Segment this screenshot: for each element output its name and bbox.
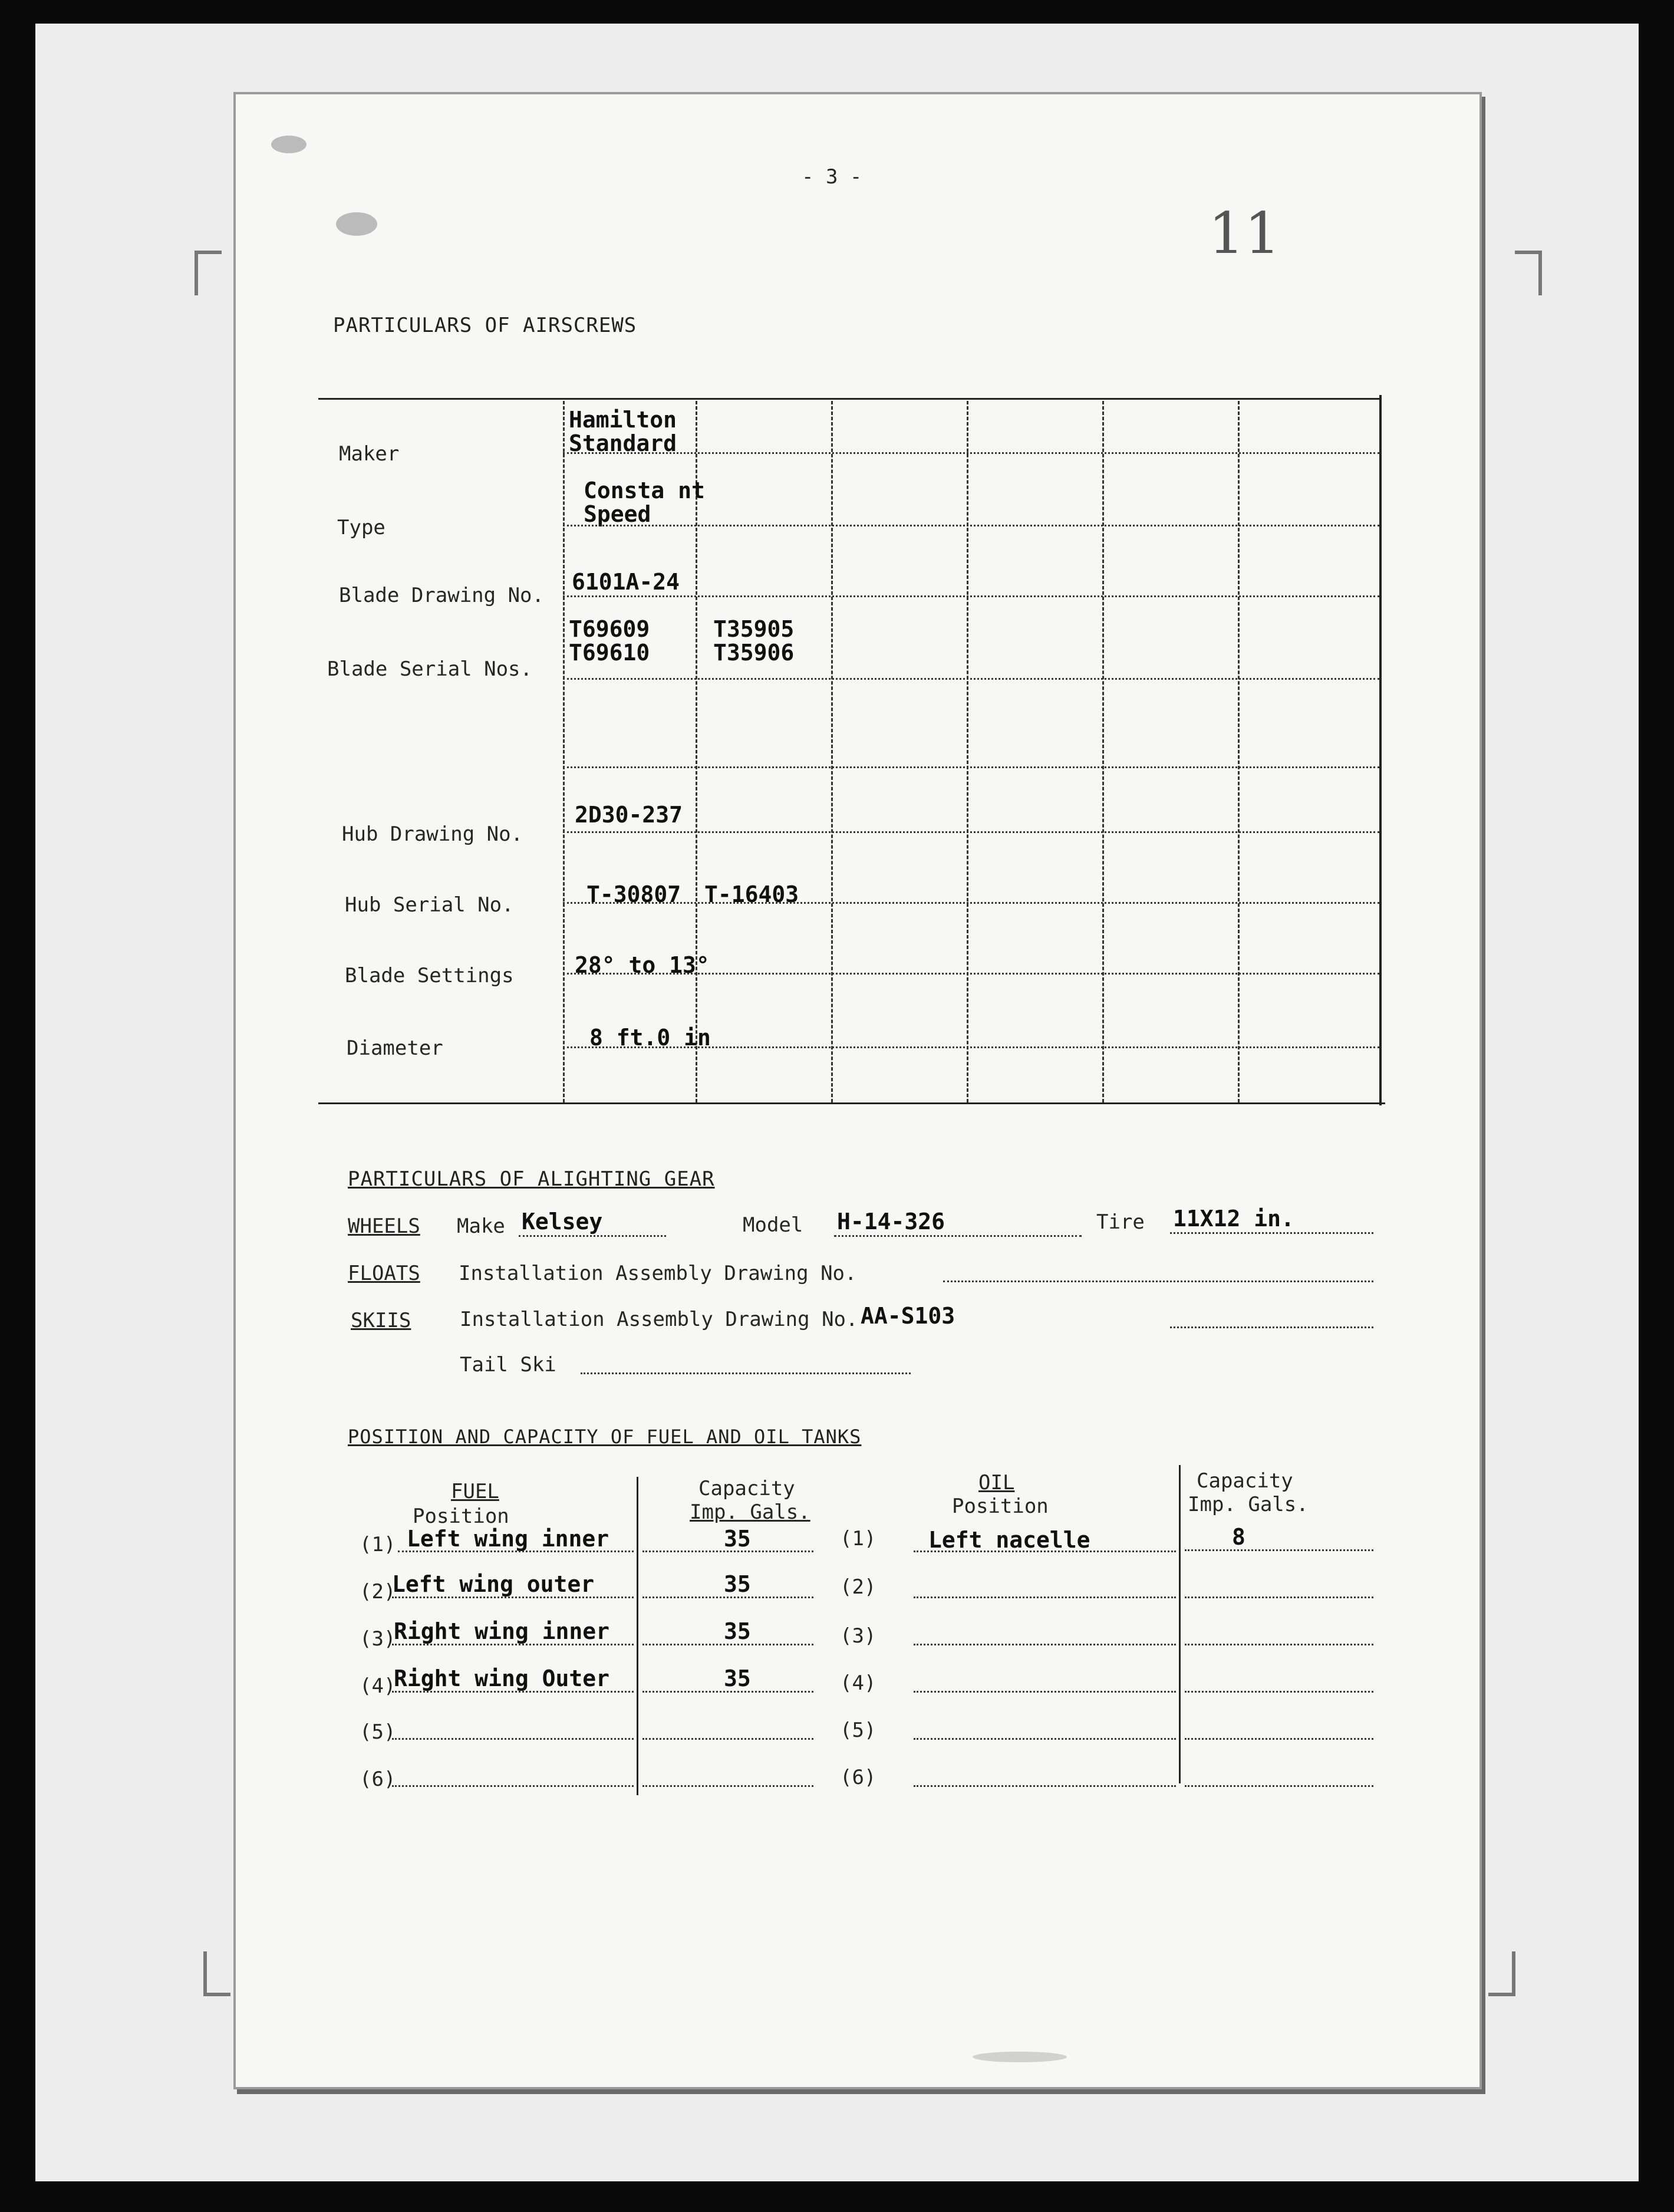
handwritten-mark: 11 <box>1208 200 1281 266</box>
column-divider <box>1238 401 1240 1102</box>
row-rule <box>563 902 1379 904</box>
blade-serial-label: Blade Serial Nos. <box>327 657 532 681</box>
ink-smudge <box>336 212 377 236</box>
row-rule <box>563 595 1379 597</box>
fill-line <box>1185 1785 1373 1787</box>
fill-line <box>642 1738 813 1740</box>
table-right-rule <box>1379 395 1382 1105</box>
fill-line <box>392 1597 634 1598</box>
table-top-rule <box>318 398 1379 400</box>
type-label: Type <box>337 516 385 539</box>
skiis-value: AA-S103 <box>861 1303 955 1329</box>
fuel-row-capacity: 35 <box>724 1618 751 1644</box>
row-rule <box>563 831 1379 833</box>
oil-row-number: (3) <box>840 1624 876 1648</box>
fill-line <box>392 1691 634 1693</box>
fill-line <box>914 1738 1176 1740</box>
diameter-value: 8 ft.0 in <box>589 1025 711 1051</box>
oil-row-number: (5) <box>840 1719 876 1742</box>
floats-text: Installation Assembly Drawing No. <box>459 1262 857 1285</box>
fill-line <box>914 1691 1176 1693</box>
oil-row-number: (1) <box>840 1527 876 1551</box>
fuel-header: FUEL <box>451 1480 499 1503</box>
fuel-row-number: (4) <box>360 1674 396 1698</box>
oil-capacity-header-line1: Capacity <box>1197 1469 1293 1493</box>
ink-smudge <box>973 2052 1067 2062</box>
maker-label: Maker <box>339 442 400 466</box>
oil-row-number: (4) <box>840 1671 876 1695</box>
blade-serial-col1-line2: T69610 <box>569 640 650 666</box>
skiis-text: Installation Assembly Drawing No. <box>460 1308 858 1331</box>
fuel-row-number: (6) <box>360 1767 396 1791</box>
blade-settings-value: 28° to 13° <box>575 952 710 978</box>
blade-serial-col2-line1: T35905 <box>713 616 795 642</box>
wheels-model-label: Model <box>743 1213 803 1237</box>
fuel-row-number: (1) <box>360 1533 396 1556</box>
fill-line <box>1185 1549 1373 1551</box>
oil-capacity-header-line2: Imp. Gals. <box>1188 1493 1309 1516</box>
maker-value-line2: Standard <box>569 430 677 456</box>
wheels-label: WHEELS <box>348 1214 420 1238</box>
row-rule <box>563 452 1379 454</box>
maker-value-line1: Hamilton <box>569 407 677 433</box>
fill-line <box>914 1597 1176 1598</box>
ink-smudge <box>271 136 307 153</box>
blade-serial-col1-line1: T69609 <box>569 616 650 642</box>
fuel-row-position: Right wing inner <box>394 1618 610 1644</box>
fuel-row-number: (2) <box>360 1580 396 1604</box>
column-divider <box>1102 401 1104 1102</box>
row-rule <box>563 525 1379 526</box>
type-value-line2: Speed <box>584 501 651 527</box>
fill-line <box>392 1785 634 1787</box>
fill-line <box>519 1235 666 1237</box>
oil-row-number: (2) <box>840 1575 876 1599</box>
fill-line <box>1185 1597 1373 1598</box>
fuel-row-number: (5) <box>360 1720 396 1744</box>
fill-line <box>1185 1644 1373 1645</box>
wheels-make-value: Kelsey <box>522 1209 603 1235</box>
crop-mark-top-right <box>1515 251 1542 295</box>
hub-drawing-value: 2D30-237 <box>575 802 683 828</box>
oil-row-number: (6) <box>840 1766 876 1789</box>
page-number: - 3 - <box>802 165 862 189</box>
oil-row-position: Left nacelle <box>928 1527 1090 1553</box>
fill-line <box>1170 1326 1373 1328</box>
fill-line <box>392 1738 634 1740</box>
fill-line <box>914 1644 1176 1645</box>
fill-line <box>642 1551 813 1552</box>
fill-line <box>642 1785 813 1787</box>
floats-label: FLOATS <box>348 1262 420 1285</box>
fuel-row-capacity: 35 <box>724 1571 751 1597</box>
fill-line <box>642 1691 813 1693</box>
hub-drawing-label: Hub Drawing No. <box>342 822 523 846</box>
oil-position-header: Position <box>952 1495 1049 1518</box>
fuel-row-position: Left wing inner <box>407 1526 609 1552</box>
fill-line <box>581 1372 911 1374</box>
blade-drawing-value: 6101A-24 <box>572 569 680 595</box>
fill-line <box>1170 1232 1373 1234</box>
fill-line <box>914 1785 1176 1787</box>
fill-line <box>834 1235 1082 1237</box>
oil-column-divider <box>1179 1465 1181 1783</box>
hub-serial-label: Hub Serial No. <box>345 893 514 917</box>
crop-mark-bottom-right <box>1488 1951 1515 1996</box>
blade-drawing-label: Blade Drawing No. <box>339 584 544 607</box>
fuel-position-header: Position <box>413 1505 509 1528</box>
alighting-gear-heading: PARTICULARS OF ALIGHTING GEAR <box>348 1167 715 1191</box>
wheels-make-label: Make <box>457 1214 505 1238</box>
wheels-tire-label: Tire <box>1096 1210 1145 1234</box>
blade-serial-col2-line2: T35906 <box>713 640 795 666</box>
document-page <box>236 94 1479 2087</box>
skiis-label: SKIIS <box>351 1309 411 1332</box>
column-divider <box>696 401 697 1102</box>
row-rule <box>563 766 1379 768</box>
fuel-row-position: Right wing Outer <box>394 1665 610 1691</box>
crop-mark-bottom-left <box>203 1951 230 1996</box>
hub-serial-col1: T-30807 <box>586 881 681 907</box>
hub-serial-col2: T-16403 <box>704 881 799 907</box>
row-rule <box>563 678 1379 680</box>
fill-line <box>1185 1691 1373 1693</box>
type-value-line1: Consta nt <box>584 478 705 503</box>
fuel-capacity-header-line2: Imp. Gals. <box>690 1500 810 1524</box>
tanks-heading: POSITION AND CAPACITY OF FUEL AND OIL TANKS <box>348 1426 862 1448</box>
wheels-model-value: H-14-326 <box>837 1209 945 1235</box>
fill-line <box>392 1644 634 1645</box>
blade-settings-label: Blade Settings <box>345 964 514 988</box>
fill-line <box>642 1644 813 1645</box>
oil-row-capacity: 8 <box>1232 1524 1245 1550</box>
oil-header: OIL <box>978 1471 1015 1495</box>
column-divider <box>563 401 565 1102</box>
fuel-capacity-header-line1: Capacity <box>698 1477 795 1500</box>
fill-line <box>914 1551 1176 1552</box>
fill-line <box>1185 1738 1373 1740</box>
table-bottom-rule <box>318 1102 1385 1104</box>
tail-ski-label: Tail Ski <box>460 1353 556 1377</box>
fuel-row-number: (3) <box>360 1627 396 1651</box>
crop-mark-top-left <box>195 251 222 295</box>
wheels-tire-value: 11X12 in. <box>1173 1206 1294 1232</box>
fuel-row-capacity: 35 <box>724 1526 751 1552</box>
column-divider <box>831 401 833 1102</box>
fuel-column-divider <box>637 1477 638 1795</box>
fill-line <box>943 1281 1373 1282</box>
airscrews-heading: PARTICULARS OF AIRSCREWS <box>333 314 637 337</box>
fuel-row-capacity: 35 <box>724 1665 751 1691</box>
diameter-label: Diameter <box>347 1036 443 1060</box>
fuel-row-position: Left wing outer <box>392 1571 595 1597</box>
fill-line <box>398 1551 634 1552</box>
column-divider <box>967 401 968 1102</box>
fill-line <box>642 1597 813 1598</box>
